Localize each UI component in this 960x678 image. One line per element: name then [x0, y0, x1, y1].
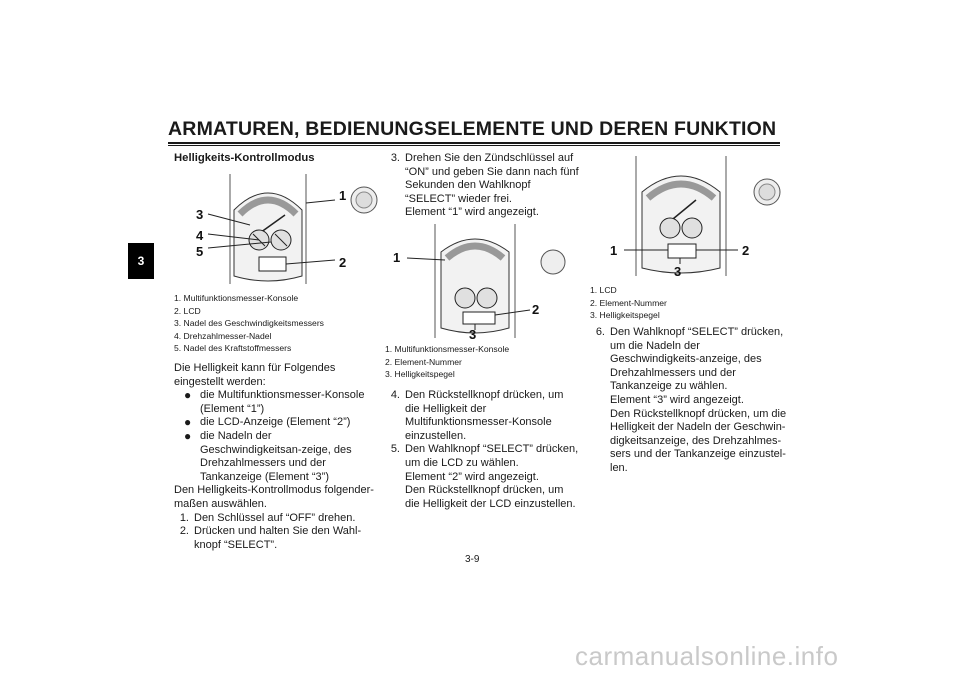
callout-4: 4 — [196, 228, 204, 243]
column-1-body — [174, 362, 374, 552]
step-6: 6. Den Wahlknopf “SELECT” drücken, um die Nadeln der Geschwindigkeits-anzeige, des Drehzahlmessers und der Tankanzeige zu wählen. Element “3” wird angezeigt. Den Rückstellknopf drücken, um die Helligkeit der Nadeln der Geschwin-digkeitsanzeige, des Drehzahlmes-sers und der Tankanzeige einzustel-len. — [595, 326, 787, 474]
callout-2: 2 — [339, 255, 347, 270]
header-rule-thin — [168, 145, 780, 146]
page-number: 3-9 — [465, 554, 480, 565]
bullet-icon: ● — [184, 388, 192, 403]
instrument-figure-2 — [385, 222, 585, 340]
list-item: ● die LCD-Anzeige (Element “2”) — [184, 415, 351, 430]
caption-item: 2. Element-Nummer — [590, 297, 667, 308]
callout-1: 1 — [393, 250, 401, 265]
callout-1: 1 — [339, 188, 347, 203]
step-5: 5. Den Wahlknopf “SELECT” drücken, um die LCD zu wählen. Element “2” wird angezeigt. Den Rückstellknopf drücken, um die Helligkeit der LCD einzustellen. — [390, 443, 579, 510]
list-item: ● die Nadeln der Geschwindigkeitsan-zeige, des Drehzahlmessers und der Tankanzeige (Element “3”) — [184, 428, 352, 483]
step-4: 4. Den Rückstellknopf drücken, um die Helligkeit der Multifunktionsmesser-Konsole einzustellen. — [390, 389, 564, 442]
caption-item: 2. LCD — [174, 305, 201, 316]
caption-item: 5. Nadel des Kraftstoffmessers — [174, 343, 292, 353]
callout-5: 5 — [196, 244, 204, 259]
caption-item: 3. Nadel des Geschwindigkeitsmessers — [174, 318, 324, 328]
callout-2: 2 — [532, 302, 540, 317]
caption-item: 4. Drehzahlmesser-Nadel — [174, 330, 272, 341]
section-heading: Helligkeits-Kontrollmodus — [174, 152, 315, 164]
header-rule — [168, 142, 780, 144]
column-2-steps — [385, 389, 581, 511]
intro-text: Die Helligkeit kann für Folgendes eingestellt werden: — [174, 362, 336, 388]
instrument-figure-1 — [180, 170, 380, 288]
callout-3: 3 — [674, 264, 682, 279]
column-3-steps — [590, 326, 790, 476]
figure-3-captions — [590, 284, 786, 322]
figure-2-captions — [385, 343, 581, 381]
instrument-figure-3 — [592, 152, 782, 280]
chapter-tab: 3 — [128, 243, 154, 279]
caption-item: 3. Helligkeitspegel — [590, 310, 660, 320]
callout-2: 2 — [742, 243, 750, 258]
callout-3: 3 — [469, 327, 477, 340]
caption-item: 1. LCD — [590, 285, 617, 295]
caption-item: 2. Element-Nummer — [385, 356, 462, 367]
bullet-icon: ● — [184, 415, 192, 430]
caption-item: 1. Multifunktionsmesser-Konsole — [385, 344, 510, 354]
list-item: ● die Multifunktionsmesser-Konsole (Element “1”) — [184, 388, 365, 415]
step-1: 1. Den Schlüssel auf “OFF” drehen. — [179, 511, 356, 524]
watermark: carmanualsonline.info — [575, 641, 839, 671]
page-header-title: ARMATUREN, BEDIENUNGSELEMENTE UND DEREN FUNKTION — [168, 118, 777, 140]
step-2: 2. Drücken und halten Sie den Wahl-knopf “SELECT”. — [179, 525, 362, 551]
callout-1: 1 — [610, 243, 618, 258]
caption-item: 3. Helligkeitspegel — [385, 369, 455, 379]
figure-1-captions — [174, 292, 374, 355]
step-3: 3. Drehen Sie den Zündschlüssel auf “ON” und geben Sie dann nach fünf Sekunden den Wahlknopf “SELECT” wieder frei. Element “1” wird angezeigt. — [390, 152, 579, 219]
bullet-icon: ● — [184, 428, 192, 443]
callout-3: 3 — [196, 207, 204, 222]
caption-item: 1. Multifunktionsmesser-Konsole — [174, 293, 299, 303]
outro-text: Den Helligkeits-Kontrollmodus folgender-maßen auswählen. — [174, 484, 374, 510]
